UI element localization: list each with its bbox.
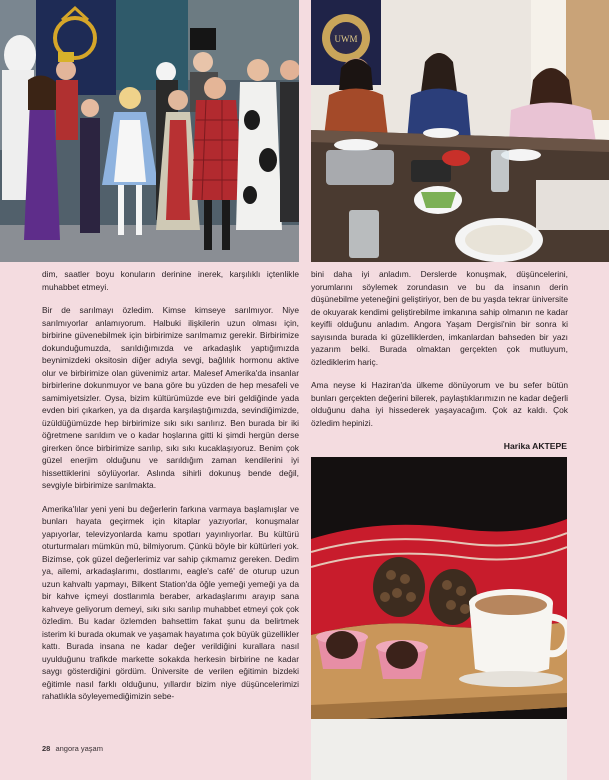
- article-left-column: [42, 268, 299, 714]
- meeting-table-photo: [311, 0, 609, 262]
- page-number: 28: [42, 744, 51, 753]
- coffee-photo: [311, 457, 567, 780]
- article-paragraph: Bir de sarılmayı özledim. Kimse kimseye sarılmıyor. Niye sarılmıyorlar anlamıyorum. Halbuki ilişkilerin uzun olması için, birbirine güvenebilmek için birbirimize sarılmamız gerekir. Birbirimize dokunduğumuzda, sarıldığımızda ve arkadaşlık yaptığımızda beynimizdeki oksitosin diğer adıyla sevgi, bağlılık hormonu aktive olur ve birbirimize olan güvenimiz artar. Malesef Amerika'da insanlar birbirlerine dokunmuyor ve bana göre bu yüzden de hep mesafeli ve samimiyetsizler. Oysa, bizim kültürümüzde eve biri geldiğinde yada evden biri çıkarken, ya da dışarda karşılaştığımızda, sevindiğimizde, üzüldüğümüzde hep birbirimize sıkı sıkı sarılırız. Ben burada bir iki öğretmene sarıldım ve o kadar hoşlarına gitti ki şimdi hergün derse girerken önce birbirimize sarılıp, sıkı sıkı kucaklaşıyoruz. Benim çok güzel enerjim olduğunu ve sarıldığım zaman kendilerini iyi hissettiklerini söylüyorlar. Aslında sihirli dokunuş bende değil, sevgiyle birbirimize sarılmakta.: [42, 305, 299, 490]
- article-paragraph: dim, saatler boyu konuların derinine inerek, karşılıklı içtenlikle muhabbet etmeyi.: [42, 269, 299, 292]
- page-footer: [42, 744, 103, 753]
- article-author: Harika AKTEPE: [503, 441, 567, 451]
- magazine-name: angora yaşam: [55, 744, 103, 753]
- article-paragraph: bini daha iyi anladım. Derslerde konuşmak, düşüncelerini, yorumlarını söylemek zorundasın ve bu da insanın derin düşünebilme yeteneğini geliştiriyor, ben de bu yaşda tekrar üniversite de okuyarak kendimi geliştirebilme imkanına sahip olmanın ne kadar keyifli olduğunu anladım. Angora Yaşam Dergisi'nin bir sonra ki sayısında burada ki güzelliklerden, imkanlardan bahseden bir yazı yazarım belki. Burada olmaktan gerçekten çok mutluyum, özlediklerim hariç.: [311, 269, 568, 367]
- article-paragraph: Amerika'lılar yeni yeni bu değerlerin farkına varmaya başlamışlar ve bunları hayata geçirmek için kitaplar yazıyorlar, konuşmalar yapıyorlar, televizyonlarda kamu spotları yayınlıyorlar. Bu kültürü oturturmaları mümkün mü, bilmiyorum. Çünkü böyle bir kültürleri yok. Bizimse, çok güzel değerlerimiz var sahip çıkmamız gereken. Dedim ya, ailemi, arkadaşlarımı, dostlarımı, eagle's café' de oturup uzun uzun kahvaltı yapmayı, Bilkent Station'da öğle yemeği yemeği ya da bir kahve içmeyi dostlarımla beraber, arkadaşlarımı arayıp sana kahveye geliyorum demeyi, sıkı sıkı sarılıp muhabbet etmeyi çok çok özledim. Bu kadar özlemden bahsettim fakat şunu da belirtmek isterim ki burada okumak ve yaşamak hayatıma çok büyük güzellikler kattı. Burada insana ne kadar değer verildiğini kurallara nasıl uyulduğunu trafikde markette sokakda herkesin birbirine ne kadar saygı gösterdiğini gördüm. Üniversite de verilen eğitimin bizdeki eğitimle nasıl farklı olduğunu, yıllardır bizim niye düşüncelerimizi rahatlıkla söyleyemediğimizin sebe-: [42, 503, 299, 701]
- seal-text: UWM: [334, 34, 358, 44]
- article-right-column: [311, 268, 568, 440]
- costume-party-photo: [0, 0, 299, 262]
- article-paragraph: Ama neyse ki Haziran'da ülkeme dönüyorum ve bu sefer bütün bunları gerçekten değerini bilerek, paylaştıklarımızın ne kadar değerli olduğunu daha iyi hissederek yaşayacağım. Çok az kaldı. Çok özledim hepinizi.: [311, 380, 568, 428]
